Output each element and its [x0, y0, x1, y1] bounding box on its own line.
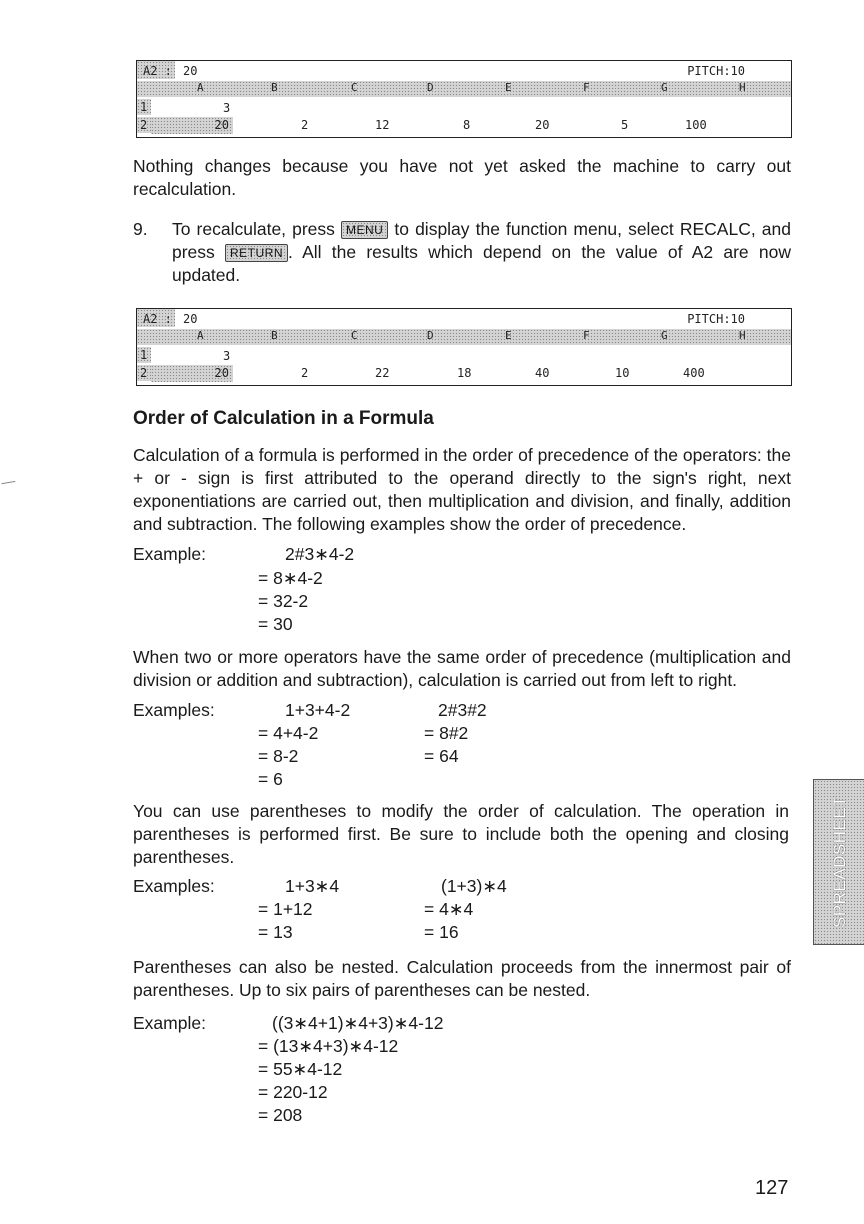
pitch-indicator: PITCH:10	[687, 312, 745, 326]
example-label: Example:	[133, 544, 206, 564]
row-header: 2	[137, 117, 151, 133]
cell-ref-indicator: A2 :	[137, 61, 175, 79]
cell-a1-value: 3	[223, 349, 231, 363]
step-9-text-b: to display the function menu, select RECALC, and press	[172, 219, 791, 262]
example-line: = 8-2	[258, 746, 299, 766]
example-line: = 1+12	[258, 899, 313, 919]
column-header: F	[583, 329, 590, 342]
cell-a2-highlight: 20	[151, 365, 233, 382]
column-header: B	[271, 329, 278, 342]
example-line: = 30	[258, 614, 293, 634]
row-header: 1	[137, 347, 151, 363]
cell-a2-highlight: 20	[151, 117, 233, 134]
step-9	[133, 218, 791, 287]
column-header: F	[583, 81, 590, 94]
example-line: 1+3+4-2	[285, 700, 351, 720]
column-header: H	[739, 329, 746, 342]
paragraph-recalc-note: Nothing changes because you have not yet asked the machine to carry out recalculation.	[133, 156, 791, 199]
example-line: = 32-2	[258, 591, 309, 611]
example-line: (1+3)∗4	[441, 876, 507, 896]
paragraph-precedence: Calculation of a formula is performed in the order of precedence of the operators: the + or - sign is first attributed to the operand directly to the sign's right, next exponentiations are carried out, then multiplication and division, and finally, addition and subtraction. The following examples show the order of precedence.	[133, 445, 791, 534]
paragraph-left-to-right: When two or more operators have the same order of precedence (multiplication and division or addition and subtraction), calculation is carried out from left to right.	[133, 647, 791, 690]
margin-mark	[1, 481, 16, 492]
example-line: = 64	[424, 746, 459, 766]
spreadsheet-section-tab	[813, 779, 864, 945]
menu-key: MENU	[341, 221, 388, 239]
example-line: 1+3∗4	[285, 876, 340, 896]
example-line: = 13	[258, 922, 293, 942]
spreadsheet-screen-1	[136, 60, 792, 138]
column-header: A	[197, 81, 204, 94]
cell-value: 10	[615, 366, 630, 380]
paragraph-nested: Parentheses can also be nested. Calculation proceeds from the innermost pair of parentheses. Up to six pairs of parentheses can be nested.	[133, 957, 791, 1000]
section-heading: Order of Calculation in a Formula	[133, 408, 434, 429]
example-line: = 8#2	[424, 723, 469, 743]
column-header: A	[197, 329, 204, 342]
cell-value: 12	[375, 118, 390, 132]
example-line: = 220-12	[258, 1082, 328, 1102]
column-header: D	[427, 81, 434, 94]
example-line: 2#3∗4-2	[285, 544, 355, 564]
cell-value: 40	[535, 366, 550, 380]
column-header: C	[351, 81, 358, 94]
input-line: 20	[183, 312, 198, 326]
row-header: 1	[137, 99, 151, 115]
cell-value: 20	[535, 118, 550, 132]
column-header: D	[427, 329, 434, 342]
cell-value: 400	[683, 366, 705, 380]
example-line: = (13∗4+3)∗4-12	[258, 1036, 399, 1056]
example-line: ((3∗4+1)∗4+3)∗4-12	[272, 1013, 444, 1033]
example-line: = 208	[258, 1105, 303, 1125]
example-line: = 16	[424, 922, 459, 942]
step-9-text	[172, 218, 791, 287]
example-label: Examples:	[133, 700, 215, 720]
cell-value: 18	[457, 366, 472, 380]
example-line: = 6	[258, 769, 283, 789]
cell-value: 8	[463, 118, 471, 132]
column-header: C	[351, 329, 358, 342]
row-header: 2	[137, 365, 151, 381]
column-header: G	[661, 81, 668, 94]
cell-a1-value: 3	[223, 101, 231, 115]
cell-value: 2	[301, 118, 309, 132]
paragraph-parentheses: You can use parentheses to modify the order of calculation. The operation in parentheses is performed first. Be sure to include both the opening and closing parentheses.	[133, 801, 789, 867]
column-header: B	[271, 81, 278, 94]
example-line: = 4∗4	[424, 899, 474, 919]
pitch-indicator: PITCH:10	[687, 64, 745, 78]
cell-value: 22	[375, 366, 390, 380]
example-line: = 4+4-2	[258, 723, 319, 743]
cell-ref-indicator: A2 :	[137, 309, 175, 327]
example-line: 2#3#2	[438, 700, 487, 720]
column-header: E	[505, 81, 512, 94]
column-header: E	[505, 329, 512, 342]
column-header: G	[661, 329, 668, 342]
example-label: Examples:	[133, 876, 215, 896]
example-line: = 8∗4-2	[258, 568, 323, 588]
input-line: 20	[183, 64, 198, 78]
step-number: 9.	[133, 219, 148, 239]
column-header-row	[137, 329, 791, 345]
cell-value: 5	[621, 118, 629, 132]
spreadsheet-screen-2	[136, 308, 792, 386]
cell-value: 100	[685, 118, 707, 132]
column-header: H	[739, 81, 746, 94]
cell-value: 2	[301, 366, 309, 380]
example-label: Example:	[133, 1013, 206, 1033]
column-header-row	[137, 81, 791, 97]
page-number: 127	[755, 1177, 789, 1199]
step-9-text-c: . All the results which depend on the value of A2 are now updated.	[172, 242, 791, 285]
example-line: = 55∗4-12	[258, 1059, 343, 1079]
section-tab-label: SPREADSHEET	[829, 795, 849, 929]
return-key: RETURN	[225, 244, 288, 262]
step-9-text-a: To recalculate, press	[172, 219, 335, 239]
